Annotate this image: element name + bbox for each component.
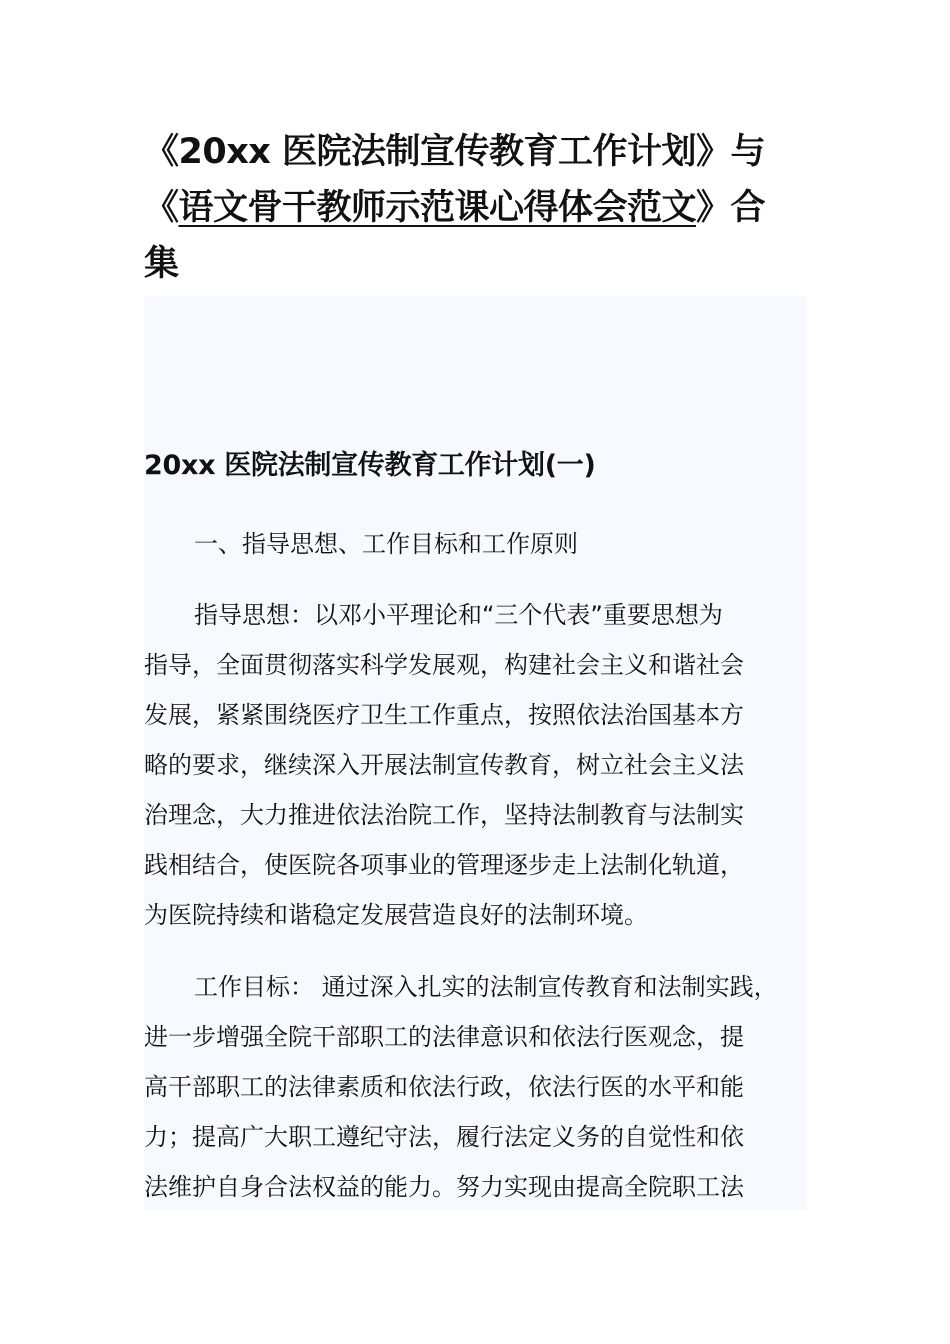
paragraph-line: 力；提高广大职工遵纪守法，履行法定义务的自觉性和依 (144, 1123, 744, 1151)
paragraph-line: 指导思想：以邓小平理论和“三个代表”重要思想为 (194, 601, 723, 629)
paragraph-line: 进一步增强全院干部职工的法律意识和依法行医观念，提 (144, 1023, 744, 1051)
paragraph-line: 工作目标： 通过深入扎实的法制宣传教育和法制实践， (194, 973, 778, 1001)
section-heading: 20xx 医院法制宣传教育工作计划(一) (144, 450, 596, 481)
paragraph-line: 法维护自身合法权益的能力。努力实现由提高全院职工法 (144, 1173, 744, 1201)
paragraph-line: 指导，全面贯彻落实科学发展观，构建社会主义和谐社会 (144, 651, 744, 679)
paragraph-line: 治理念，大力推进依法治院工作，坚持法制教育与法制实 (144, 801, 744, 829)
title-line-2 (144, 180, 824, 236)
paragraph-line: 为医院持续和谐稳定发展营造良好的法制环境。 (144, 901, 648, 929)
paragraph-guiding-ideology (144, 590, 806, 940)
title-line-1: 《20xx 医院法制宣传教育工作计划》与 (144, 132, 766, 172)
paragraph-line: 践相结合，使医院各项事业的管理逐步走上法制化轨道， (144, 851, 744, 879)
title-line-3: 集 (144, 244, 179, 284)
paragraph-line: 高干部职工的法律素质和依法行政，依法行医的水平和能 (144, 1073, 744, 1101)
paragraph-line: 发展，紧紧围绕医疗卫生工作重点，按照依法治国基本方 (144, 701, 744, 729)
section-subheading: 一、指导思想、工作目标和工作原则 (194, 530, 578, 558)
title-line-2-suffix: 》合 (696, 188, 766, 228)
content-panel (144, 296, 806, 1210)
document-title (144, 124, 824, 292)
title-underlined-text: 语文骨干教师示范课心得体会范文 (178, 188, 697, 228)
paragraph-line: 略的要求，继续深入开展法制宣传教育，树立社会主义法 (144, 751, 744, 779)
title-line-2-prefix: 《 (144, 188, 179, 228)
paragraph-work-goal (144, 962, 806, 1212)
